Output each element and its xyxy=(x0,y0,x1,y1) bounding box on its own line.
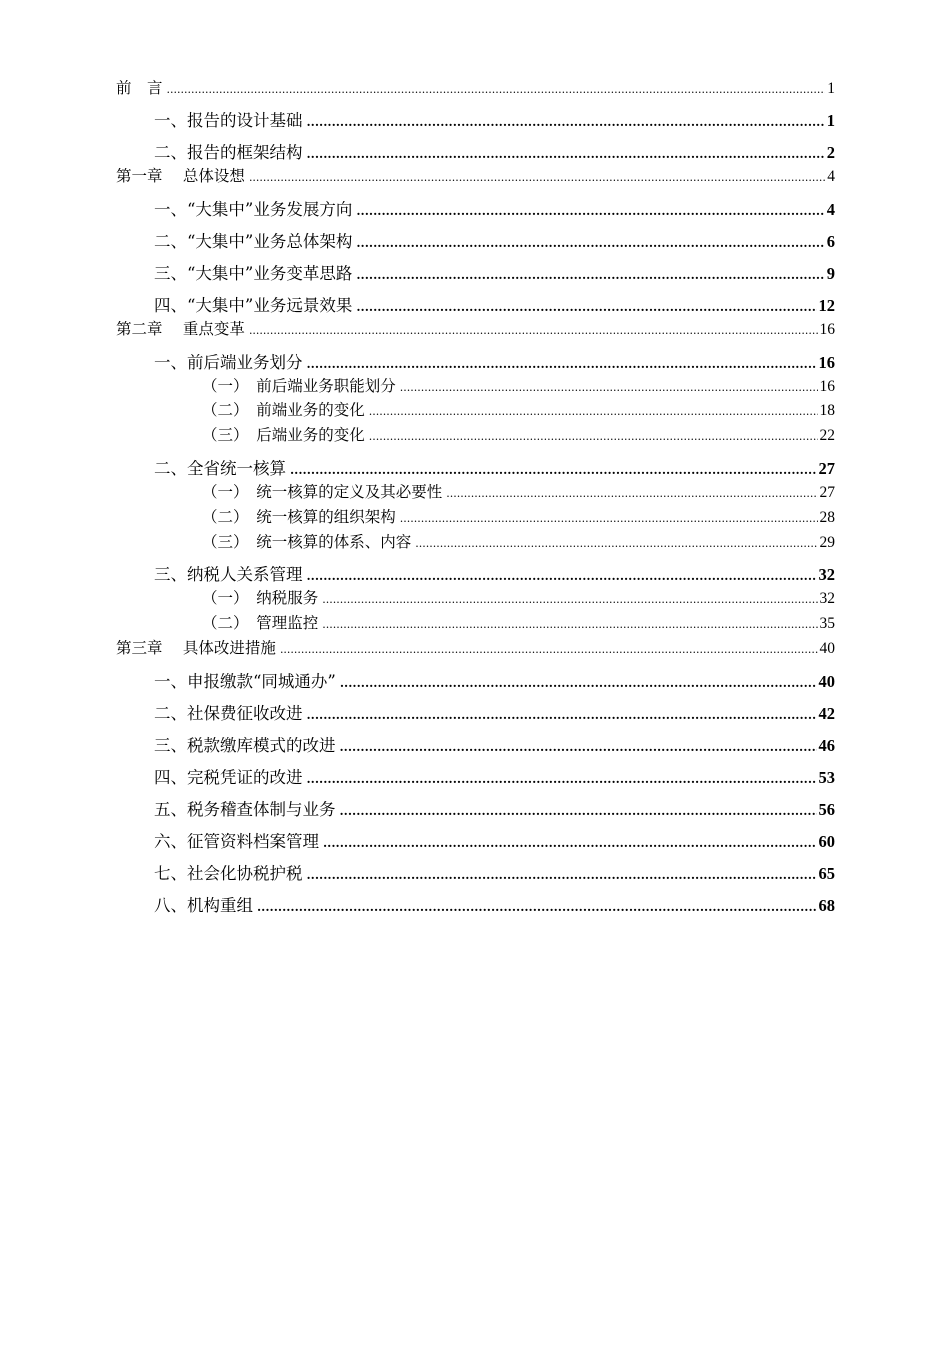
toc-leader-dots xyxy=(307,147,825,161)
toc-leader-dots xyxy=(356,236,824,250)
toc-entry[interactable] xyxy=(154,292,835,316)
toc-leader-dots xyxy=(400,512,818,525)
toc-entry-page: 40 xyxy=(818,672,835,691)
toc-entry-label: （二） 统一核算的组织架构 xyxy=(202,508,396,526)
toc-leader-dots xyxy=(323,836,817,850)
toc-entry[interactable] xyxy=(154,828,835,852)
toc-entry[interactable] xyxy=(154,107,835,131)
toc-entry-preface[interactable] xyxy=(116,76,835,98)
toc-entry-chapter[interactable] xyxy=(116,317,835,339)
toc-entry[interactable] xyxy=(154,764,835,788)
toc-entry[interactable] xyxy=(154,260,835,284)
toc-entry-label: （二） 前端业务的变化 xyxy=(202,401,365,419)
toc-leader-dots xyxy=(280,643,818,656)
toc-entry-label: 七、社会化协税护税 xyxy=(154,864,303,883)
toc-entry[interactable] xyxy=(154,349,835,373)
toc-entry[interactable] xyxy=(154,860,835,884)
toc-entry-page: 16 xyxy=(819,378,835,395)
toc-leader-dots xyxy=(322,618,817,631)
toc-subentry[interactable] xyxy=(202,611,835,633)
toc-subentry[interactable] xyxy=(202,505,835,527)
toc-entry-label: 五、税务稽查体制与业务 xyxy=(154,800,336,819)
toc-leader-dots xyxy=(369,405,818,418)
toc-leader-dots xyxy=(356,204,824,218)
toc-leader-dots xyxy=(307,357,817,371)
toc-leader-dots xyxy=(369,430,818,443)
toc-entry-page: 9 xyxy=(826,264,835,283)
toc-entry-label: （一） 纳税服务 xyxy=(202,589,319,607)
toc-entry-page: 65 xyxy=(818,864,835,883)
toc-entry-page: 46 xyxy=(818,736,835,755)
toc-entry[interactable] xyxy=(154,668,835,692)
toc-entry-page: 35 xyxy=(819,615,835,632)
toc-entry[interactable] xyxy=(154,196,835,220)
toc-entry-page: 32 xyxy=(818,565,835,584)
toc-entry[interactable] xyxy=(154,732,835,756)
toc-entry-label: 三、纳税人关系管理 xyxy=(154,565,303,584)
toc-entry-label: （一） 统一核算的定义及其必要性 xyxy=(202,483,443,501)
toc-entry-page: 1 xyxy=(827,80,835,97)
toc-entry-chapter[interactable] xyxy=(116,164,835,186)
toc-leader-dots xyxy=(446,487,817,500)
toc-entry-label: 二、“大集中”业务总体架构 xyxy=(154,232,353,251)
toc-leader-dots xyxy=(400,381,818,394)
toc-entry-label: （二） 管理监控 xyxy=(202,614,319,632)
toc-entry-page: 42 xyxy=(818,704,835,723)
toc-leader-dots xyxy=(307,868,817,882)
toc-entry-page: 16 xyxy=(818,353,835,372)
toc-leader-dots xyxy=(307,772,817,786)
toc-leader-dots xyxy=(356,300,816,314)
toc-entry-page: 6 xyxy=(826,232,835,251)
toc-leader-dots xyxy=(340,676,817,690)
toc-entry-page: 60 xyxy=(818,832,835,851)
toc-entry-label: （三） 统一核算的体系、内容 xyxy=(202,533,412,551)
toc-entry-page: 4 xyxy=(826,200,835,219)
toc-subentry[interactable] xyxy=(202,530,835,552)
toc-entry[interactable] xyxy=(154,228,835,252)
toc-entry-page: 1 xyxy=(826,111,835,130)
toc-entry-label: 一、“大集中”业务发展方向 xyxy=(154,200,353,219)
toc-subentry[interactable] xyxy=(202,586,835,608)
toc-entry-chapter[interactable] xyxy=(116,636,835,658)
toc-leader-dots xyxy=(257,900,817,914)
toc-leader-dots xyxy=(322,593,817,606)
toc-entry-label: 二、社保费征收改进 xyxy=(154,704,303,723)
toc-leader-dots xyxy=(290,463,817,477)
toc-leader-dots xyxy=(340,804,817,818)
toc-subentry[interactable] xyxy=(202,374,835,396)
toc-entry[interactable] xyxy=(154,139,835,163)
toc-entry-page: 29 xyxy=(819,534,835,551)
toc-entry-page: 28 xyxy=(819,509,835,526)
toc-entry-label: 六、征管资料档案管理 xyxy=(154,832,319,851)
toc-leader-dots xyxy=(307,115,825,129)
toc-leader-dots xyxy=(340,740,817,754)
toc-leader-dots xyxy=(249,324,818,337)
toc-entry-label: 一、前后端业务划分 xyxy=(154,353,303,372)
toc-entry-page: 2 xyxy=(826,143,835,162)
toc-entry-label: 三、税款缴库模式的改进 xyxy=(154,736,336,755)
toc-entry-label: 一、报告的设计基础 xyxy=(154,111,303,130)
toc-leader-dots xyxy=(307,569,817,583)
toc-entry-label: 二、全省统一核算 xyxy=(154,459,286,478)
toc-entry-label: 八、机构重组 xyxy=(154,896,253,915)
toc-entry-page: 4 xyxy=(827,168,835,185)
toc-leader-dots xyxy=(249,171,825,184)
toc-entry-page: 18 xyxy=(819,402,835,419)
toc-entry-page: 32 xyxy=(819,590,835,607)
toc-entry-label: 前 言 xyxy=(116,79,163,97)
toc-entry[interactable] xyxy=(154,455,835,479)
toc-subentry[interactable] xyxy=(202,398,835,420)
toc-entry-label: 二、报告的框架结构 xyxy=(154,143,303,162)
toc-leader-dots xyxy=(356,268,824,282)
toc-entry-label: 四、“大集中”业务远景效果 xyxy=(154,296,353,315)
toc-entry-page: 22 xyxy=(819,427,835,444)
toc-leader-dots xyxy=(167,83,826,96)
toc-entry-page: 16 xyxy=(819,321,835,338)
toc-entry-page: 53 xyxy=(818,768,835,787)
toc-entry[interactable] xyxy=(154,892,835,916)
toc-subentry[interactable] xyxy=(202,423,835,445)
toc-entry-page: 27 xyxy=(818,459,835,478)
toc-entry-label: 第一章 总体设想 xyxy=(116,167,245,185)
toc-entry-label: 四、完税凭证的改进 xyxy=(154,768,303,787)
toc-leader-dots xyxy=(415,537,817,550)
toc-leader-dots xyxy=(307,708,817,722)
toc-entry-page: 27 xyxy=(819,484,835,501)
toc-entry-page: 40 xyxy=(819,640,835,657)
toc-entry-label: 第二章 重点变革 xyxy=(116,320,245,338)
toc-entry-page: 56 xyxy=(818,800,835,819)
toc-entry-label: 第三章 具体改进措施 xyxy=(116,639,276,657)
toc-entry-label: （三） 后端业务的变化 xyxy=(202,426,365,444)
toc-entry-label: 三、“大集中”业务变革思路 xyxy=(154,264,353,283)
toc-entry-page: 68 xyxy=(818,896,835,915)
toc-entry[interactable] xyxy=(154,700,835,724)
toc-entry-page: 12 xyxy=(818,296,835,315)
toc-entry[interactable] xyxy=(154,561,835,585)
toc-entry-label: （一） 前后端业务职能划分 xyxy=(202,377,396,395)
toc-subentry[interactable] xyxy=(202,480,835,502)
toc-entry-label: 一、申报缴款“同城通办” xyxy=(154,672,336,691)
toc-entry[interactable] xyxy=(154,796,835,820)
